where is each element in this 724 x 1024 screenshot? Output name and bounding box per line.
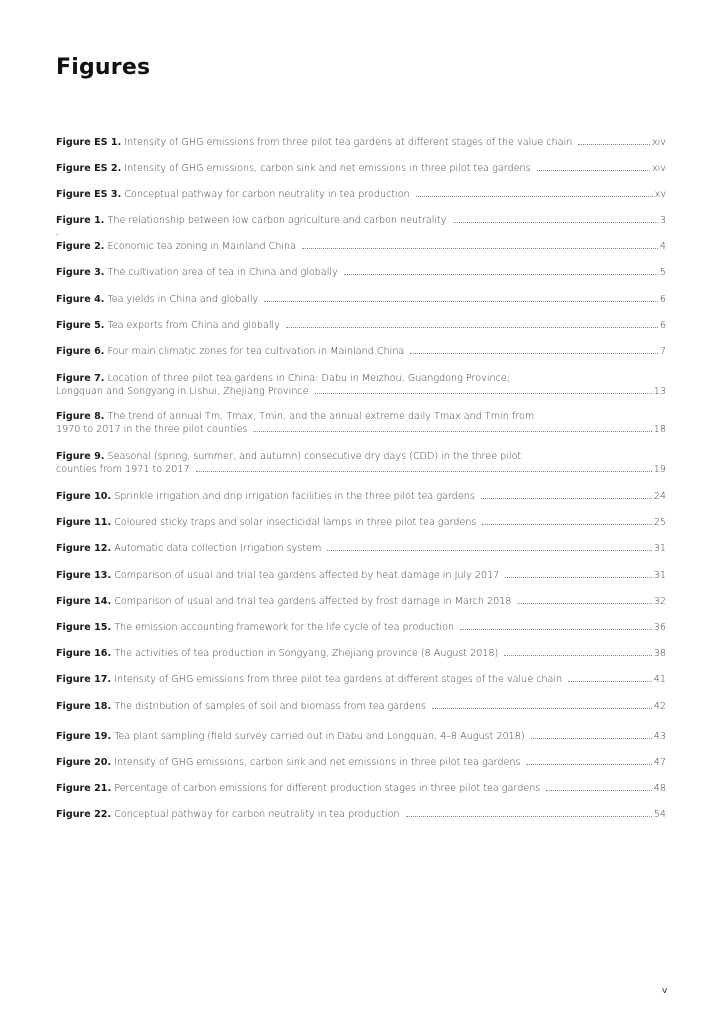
figure-page: xv: [654, 189, 666, 200]
figure-entry[interactable]: [56, 266, 666, 279]
figure-page: 6: [659, 294, 666, 305]
figure-title: Coloured sticky traps and solar insecticidal lamps in three pilot tea gardens: [114, 517, 477, 528]
figure-page: 19: [653, 464, 666, 475]
dot-leader: [410, 352, 658, 354]
figure-label: Figure 8.: [56, 411, 105, 422]
dot-leader: [264, 300, 658, 302]
figure-entry[interactable]: [56, 450, 666, 476]
figure-entry[interactable]: [56, 136, 666, 149]
figure-label: Figure 12.: [56, 543, 112, 554]
figure-title: The emission accounting framework for the life cycle of tea production: [114, 622, 455, 633]
figure-page: 38: [653, 648, 666, 659]
figure-label: Figure 15.: [56, 622, 112, 633]
figure-title: Sprinkle irrigation and drip irrigation facilities in the three pilot tea gardens: [114, 491, 475, 502]
dot-leader: [537, 169, 650, 171]
figure-label: Figure 6.: [56, 346, 105, 357]
figure-label: Figure 5.: [56, 320, 105, 331]
figure-page: 36: [653, 622, 666, 633]
dot-leader: [504, 654, 652, 656]
figure-entry[interactable]: [56, 188, 666, 201]
figure-label: Figure 16.: [56, 648, 112, 659]
figure-entry[interactable]: [56, 808, 666, 821]
figure-title-continued: counties from 1971 to 2017: [56, 464, 190, 475]
figure-entry[interactable]: [56, 240, 666, 253]
figure-title-continued: 1970 to 2017 in the three pilot counties: [56, 424, 248, 435]
figure-entry[interactable]: [56, 673, 666, 686]
figure-title-continued: Longquan and Songyang in Lishui, Zhejiang Province: [56, 386, 309, 397]
figure-entry[interactable]: [56, 372, 666, 398]
figure-page: 24: [653, 491, 666, 502]
figure-title: Comparison of usual and trial tea gardens affected by heat damage in July 2017: [114, 570, 500, 581]
figure-entry[interactable]: [56, 595, 666, 608]
figure-title: The trend of annual Tm, Tmax, Tmin, and the annual extreme daily Tmax and Tmin from: [107, 411, 535, 422]
figure-label: Figure 7.: [56, 373, 105, 384]
dot-leader: [253, 430, 651, 432]
figure-page: 25: [653, 517, 666, 528]
figure-entry[interactable]: [56, 293, 666, 306]
figure-page: 18: [653, 424, 666, 435]
figure-title: Tea exports from China and globally: [107, 320, 280, 331]
figure-entry[interactable]: [56, 345, 666, 358]
figure-page: 48: [653, 783, 666, 794]
figure-page: 5: [659, 267, 666, 278]
figure-title: Percentage of carbon emissions for different production stages in three pilot tea gardens: [114, 783, 541, 794]
figure-entry[interactable]: [56, 756, 666, 769]
figure-title: Conceptual pathway for carbon neutrality in tea production: [114, 809, 400, 820]
figure-label: Figure 18.: [56, 701, 112, 712]
figure-entry[interactable]: [56, 542, 666, 555]
dot-leader: [432, 707, 652, 709]
figure-title: The cultivation area of tea in China and globally: [107, 267, 338, 278]
figure-page: 3: [659, 215, 666, 226]
figure-label: Figure ES 3.: [56, 189, 122, 200]
figure-label: Figure 17.: [56, 674, 112, 685]
figure-label: Figure 19.: [56, 731, 112, 742]
figure-title: Location of three pilot tea gardens in China: Dabu in Meizhou, Guangdong Province;: [107, 373, 510, 384]
dot-leader: [416, 195, 653, 197]
figure-title: Conceptual pathway for carbon neutrality in tea production: [124, 189, 410, 200]
dot-leader: [302, 247, 658, 249]
figure-label: Figure 2.: [56, 241, 105, 252]
figure-title: Tea plant sampling (field survey carried out in Dabu and Longquan, 4–8 August 2018): [114, 731, 525, 742]
stray-dot: .: [56, 228, 59, 237]
figure-title: Economic tea zoning in Mainland China: [107, 241, 296, 252]
dot-leader: [531, 737, 652, 739]
figure-label: Figure 4.: [56, 294, 105, 305]
figure-title: Seasonal (spring, summer, and autumn) consecutive dry days (CDD) in the three pilot: [107, 451, 522, 462]
figure-entry[interactable]: [56, 162, 666, 175]
figure-label: Figure 1.: [56, 215, 105, 226]
figure-page: xiv: [651, 137, 666, 148]
figure-label: Figure 20.: [56, 757, 112, 768]
figure-label: Figure 21.: [56, 783, 112, 794]
figure-page: 13: [653, 386, 666, 397]
figure-label: Figure 9.: [56, 451, 105, 462]
figure-entry[interactable]: [56, 490, 666, 503]
dot-leader: [327, 549, 651, 551]
figure-page: 43: [653, 731, 666, 742]
figure-page: 4: [659, 241, 666, 252]
dot-leader: [482, 523, 651, 525]
figure-page: 47: [653, 757, 666, 768]
dot-leader: [196, 470, 652, 472]
figure-label: Figure 11.: [56, 517, 112, 528]
dot-leader: [568, 680, 652, 682]
figure-title: Intensity of GHG emissions, carbon sink and net emissions in three pilot tea gardens: [114, 757, 521, 768]
figure-page: 6: [659, 320, 666, 331]
figure-title: The relationship between low carbon agriculture and carbon neutrality: [107, 215, 447, 226]
figure-entry[interactable]: [56, 782, 666, 795]
figure-entry[interactable]: [56, 621, 666, 634]
figure-title: Tea yields in China and globally: [107, 294, 259, 305]
figure-title: Comparison of usual and trial tea gardens affected by frost damage in March 2018: [114, 596, 512, 607]
figure-title: Intensity of GHG emissions, carbon sink and net emissions in three pilot tea gardens: [124, 163, 531, 174]
dot-leader: [578, 143, 650, 145]
figure-entry[interactable]: [56, 214, 666, 227]
page-number: v: [662, 986, 668, 996]
figure-entry[interactable]: [56, 700, 666, 713]
dot-leader: [453, 221, 658, 223]
figure-page: xiv: [651, 163, 666, 174]
figure-page: 31: [653, 543, 666, 554]
dot-leader: [481, 497, 652, 499]
dot-leader: [406, 815, 652, 817]
dot-leader: [526, 763, 651, 765]
figure-label: Figure ES 2.: [56, 163, 122, 174]
dot-leader: [505, 576, 651, 578]
figure-label: Figure 3.: [56, 267, 105, 278]
figure-page: 41: [653, 674, 666, 685]
figure-label: Figure 13.: [56, 570, 112, 581]
figure-title: Automatic data collection Irrigation system: [114, 543, 322, 554]
dot-leader: [286, 326, 658, 328]
figure-page: 31: [653, 570, 666, 581]
figure-entry[interactable]: [56, 647, 666, 660]
figure-title: Intensity of GHG emissions from three pilot tea gardens at different stages of the value chain: [124, 137, 573, 148]
dot-leader: [315, 392, 652, 394]
dot-leader: [460, 628, 652, 630]
figure-page: 7: [659, 346, 666, 357]
figure-page: 42: [653, 701, 666, 712]
figure-page: 32: [653, 596, 666, 607]
figure-entry[interactable]: [56, 319, 666, 332]
figure-entry[interactable]: [56, 730, 666, 743]
figure-title: The distribution of samples of soil and biomass from tea gardens: [114, 701, 427, 712]
figure-title: Intensity of GHG emissions from three pilot tea gardens at different stages of the value chain: [114, 674, 563, 685]
figure-label: Figure ES 1.: [56, 137, 122, 148]
figure-label: Figure 22.: [56, 809, 112, 820]
figure-entry[interactable]: [56, 569, 666, 582]
figure-entry[interactable]: [56, 516, 666, 529]
dot-leader: [546, 789, 652, 791]
figure-title: The activities of tea production in Songyang, Zhejiang province (8 August 2018): [114, 648, 499, 659]
dot-leader: [517, 602, 651, 604]
figure-label: Figure 10.: [56, 491, 112, 502]
figure-title: Four main climatic zones for tea cultivation in Mainland China: [107, 346, 405, 357]
figure-entry[interactable]: [56, 410, 666, 436]
dot-leader: [344, 273, 658, 275]
figure-label: Figure 14.: [56, 596, 112, 607]
figure-page: 54: [653, 809, 666, 820]
page-title: Figures: [56, 55, 151, 80]
